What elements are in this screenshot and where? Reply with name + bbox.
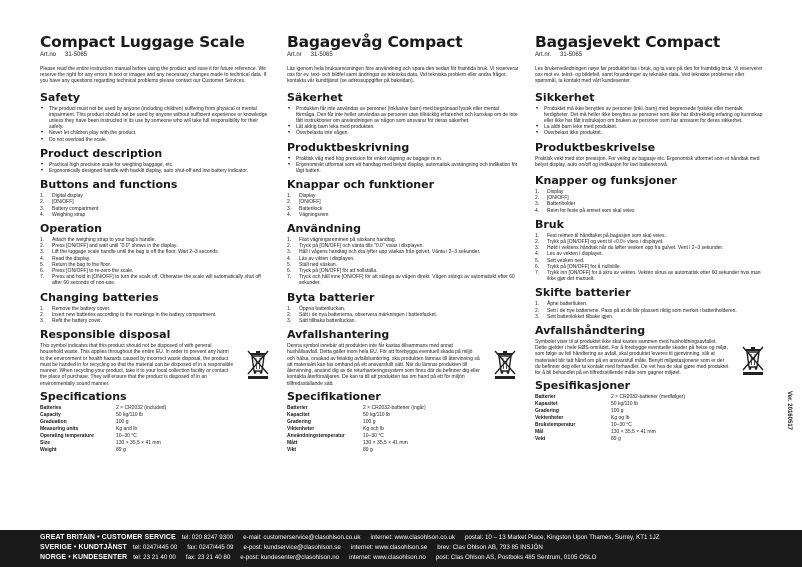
description-text: Praktisk vekt med stor presisjon. For veiing av bagasje etc. Ergonomisk utformet som et håndtak med belyst display, auto on/off og indikasjon for lavt batteriernivå. [535,155,760,168]
footer-row: GREAT BRITAIN • CUSTOMER SERVICE tel: 020 8247 9300 e-mail: customerservice@clasohlson.co.uk internet: www.clasohlson.co.uk postal: 10 – 13 Market Place, Kingston Upon Thames, Surrey, KT1 1JZ [40,534,660,541]
bullet-item: • Ergonomically designed handle with backlit display, auto shut-off and low battery indicator. [40,168,272,174]
step-item: 4. Vägningsrem [287,211,329,218]
table-row: Mål 130 × 35,5 × 41 mm [535,429,656,436]
step-item: 1. Attach the weighing strap to your bag's handle. [40,237,156,244]
buttons-heading: Knappar och funktioner [287,178,435,192]
operation-heading: Operation [40,222,102,236]
step-item: 1. Fest reimen til håndtaket på bagasjen som skal veies. [535,232,666,239]
contact-item: tel: 020 8247 9300 [181,534,234,541]
bullet-item: • Överbelasta inte vågen. [287,130,519,136]
step-item: 1. Åpne batteriluken. [535,301,588,308]
language-column [535,34,767,443]
table-row: Batterier 2 × CR2032-batterier (medfølger) [535,394,686,401]
step-item: 4. Läs av vikten i displayen. [287,255,355,262]
step-item: 3. Håll i vågens handtag och dra lyfter upp väskan från golvet. Vänta i 2–3 sekunder. [287,249,481,256]
operation-steps [287,237,519,287]
safety-list [40,106,272,143]
step-item: 5. Sett vesken ned. [535,257,585,264]
crossed-bin-icon [739,343,767,375]
step-item: 2. Tryck på [ON/OFF] och vänta tills "0.0" visas i displayen. [287,243,424,250]
step-item: 1. Öppna batteriluckan. [287,305,346,312]
table-row: Size 130 × 35,5 × 41 mm [40,439,161,446]
step-item: 1. Display [535,189,564,196]
bullet-item: • Practical high precision scale for weighing baggage, etc. [40,162,272,168]
contact-item: e-mail: customerservice@clasohlson.co.uk [243,534,361,541]
contact-item: fax: 0247/445 09 [187,544,234,551]
step-item: 5. Return the bag to the floor. [40,261,112,268]
buttons-list [535,189,767,214]
step-item: 2. [ON/OFF] [287,199,321,206]
step-item: 2. Press [ON/OFF] and wait until "0.0" shows in the display. [40,243,178,250]
disposal-heading: Responsible disposal [40,328,171,342]
step-item: 1. Digital display [40,193,83,200]
contact-item: tel: 0247/445 00 [132,544,178,551]
step-item: 4. Les av vekten i displayet. [535,251,603,258]
contact-item: internet: www.clasohlson.no [349,554,426,561]
battery-steps [287,306,519,325]
table-row: Vektenheter Kg og lb [535,415,630,422]
step-item: 2. Insert new batteries according to the markings in the battery compartment. [40,311,217,318]
disposal-heading: Avfallshåndtering [535,324,646,338]
step-item: 2. Trykk på [ON/OFF] og vent til «0.0» vises i displayet. [535,239,664,246]
step-item: 6. Trykk på [ON/OFF] for å nullstille. [535,263,621,270]
disposal-heading: Avfallshantering [287,328,390,342]
specifications-table [535,394,685,443]
bullet-item: • Produkten får inte användas av personer (inklusive barn) med begränsad fysisk eller mental förmåga. Den får inte heller användas av personer utan tillräcklig erfarenhet och kunskap om de inte fått instruktioner om användningen av någon som ansvarar för deras säkerhet. [287,106,519,125]
specifications-heading: Specifikationer [287,389,381,403]
step-item: 1. Remove the battery cover. [40,305,111,312]
operation-steps [535,233,767,283]
step-item: 6. Press [ON/OFF] to re-zero the scale. [40,268,134,275]
operation-heading: Användning [287,222,361,236]
table-row: Measuring units Kg and lb [40,425,138,432]
specifications-heading: Specifications [40,389,127,403]
table-row: Kapacitet 50 kg/110 lb [287,411,390,418]
table-row: Kapasitet 50 kg/110 lb [535,401,638,408]
step-item: 3. Høld i vektens håndtak når du løfter vesken opp fra gulvet. Vent i 2–3 sekunder. [535,245,724,252]
specifications-table [287,405,426,454]
table-row: Weight 89 g [40,446,126,453]
step-item: 3. Refit the battery cover. [40,318,103,325]
safety-list [535,106,767,137]
intro-text: Läs igenom hela bruksanvisningen före användning och spara den sedan för framtida bruk. Vi reserverar oss för ev. text- och bildfel samt ändringar av tekniska data. Vid tekniska problem eller andra frågor, kontakta vår kundtjänst (se adressuppgifter på baksidan). [287,66,519,85]
buttons-heading: Knapper og funksjoner [535,174,677,188]
table-row: Brukstemperatur 10–30 °C [535,422,632,429]
step-item: 2. [ON/OFF] [535,195,569,202]
version-label: Ver. 20160517 [786,390,792,430]
article-number: Art.nr. 31-5065 [535,52,583,58]
table-row: Graduation 100 g [40,418,129,425]
contact-item: brev: Clas Ohlson AB, 793 85 INSJÖN [437,544,543,551]
step-item: 3. Sett batterilokket tilbake igjen. [535,313,614,320]
product-title: Compact Luggage Scale [40,33,245,51]
contact-item: postal: 10 – 13 Market Place, Kingston Upon Thames, Surrey, KT1 1JZ [465,534,660,541]
disposal-text: Denna symbol innebär att produkten inte får kastas tillsammans med annat hushållsavfall. Detta gäller inom hela EU. För att förebygga eventuell skada på miljö och hälsa, orsakad av felaktig avfallshantering, ska produkten lämnas till återvinning så att materialet kan tas omhand på ett ansvarsfullt sätt. När du lämnar produkten till återvinning, använd dig av de returhanteringssystem som finns där du befinner dig eller kontakta återförsäljaren. De kan ta till att produkten tas om hand på ett för miljön tillfredsställande sätt. [287,343,480,387]
disposal-text: Symbolet viser til at produktet ikke skal kastes sammen med husholdningsavfallet. Dette gjelder i hele EØS-området. For å forebygge eventuelle skader på helse og miljø, som følge av feil håndtering av avfall, skal produktet leveres til gjenvinning, slik at materialet blir tatt hånd om på en ansvarsfull måte. Benytt miljøstasjonene som er der du befinner deg eller ta kontakt med forhandler. De vet hva de skal gjøre med produktet for å bli behandlet på en tilfredsstillende måte som gagner miljøet. [535,339,729,377]
step-item: 3. Lift the luggage scale handle until the bag is off the floor. Wait 2–3 seconds. [40,249,220,256]
contact-item: tel: 23 21 40 00 [133,554,176,561]
bullet-item: • Praktisk våg med hög precision för enkel vägning av bagage m.m. [287,156,519,162]
table-row: Viktenheter Kg och lb [287,425,384,432]
language-column [287,34,519,454]
article-number: Art.no 31-5065 [40,52,88,58]
language-column [40,34,272,454]
description-heading: Product description [40,146,163,160]
table-row: Vikt 89 g [287,446,373,453]
operation-steps [40,237,272,287]
table-row: Gradering 100 g [535,408,624,415]
batteries-heading: Changing batteries [40,290,159,304]
table-row: Mått 130 × 35,5 × 41 mm [287,439,408,446]
description-heading: Produktbeskrivelse [535,140,656,154]
description-heading: Produktbeskrivning [287,140,410,154]
contact-item: fax: 23 21 40 80 [185,554,231,561]
safety-heading: Säkerhet [287,90,343,104]
operation-heading: Bruk [535,217,564,231]
table-row: Operating temperature 10–30 °C [40,432,137,439]
step-item: 2. Sett i de nye batteriene. Pass på at de blir plassert riktig som merket i batteriholderen. [535,307,737,314]
step-item: 3. Sätt tillbaka batteriluckan. [287,318,356,325]
footer-row: NORGE • KUNDESENTER tel: 23 21 40 00 fax: 23 21 40 80 e-post: kundesenter@clasohlson.no internet: www.clasohlson.no post: Clas Ohlson AS, Postboks 485 Sentrum, 0105 OSLO [40,554,597,561]
intro-text: Les brukerveiledningen nøye før produktet tas i bruk, og ta vare på den for framtidig bruk. Vi reserverer oss mot ev. tekst- og bildefeil, samt forandringer av tekniske data. Ved tekniske problemer eller spørsmål, ta kontakt med vårt kundesenter. [535,66,763,85]
step-item: 1. Fäst vägningsremmen på väskans handtag. [287,237,396,244]
contact-item: internet: www.clasohlson.se [350,544,428,551]
bullet-item: • Ergonomiskt utformat som ett handtag med belyst display, automatisk avstängning och indikation för lågt batteri. [287,162,519,174]
crossed-bin-icon [244,347,272,379]
bullet-item: • Do not overload the scale. [40,137,272,143]
bullet-item: • Never let children play with the product. [40,130,272,136]
step-item: 3. Battery compartment [40,205,99,212]
step-item: 4. Weighing strap [40,211,86,218]
safety-heading: Safety [40,90,81,104]
safety-list [287,106,519,137]
step-item: 2. [ON/OFF] [40,199,74,206]
description-list [40,162,272,174]
product-title: Bagasjevekt Compact [535,33,721,51]
batteries-heading: Byta batterier [287,290,375,304]
article-number: Art.nr 31-5065 [287,52,333,58]
bullet-item: • The product must not be used by anyone (including children) suffering from physical or mental impairment. This product should not be used by anyone without sufficient experience or knowledge unless they have been instructed in its use by someone who will take full responsibility for their safety. [40,106,272,131]
table-row: Gradering 100 g [287,418,376,425]
footer-contact-bar [0,530,802,567]
step-item: 7. Press and hold in [ON/OFF] to turn the scale off. Otherwise the scale will automatically shut off after 60 seconds of non-use. [40,274,261,287]
bullet-item: • Overbelast ikke produktet. [535,130,767,136]
table-row: Batteries 2 × CR2032 (included) [40,404,167,411]
contact-item: e-post: kundservice@clasohlson.se [243,544,341,551]
step-item: 5. Ställ ned väskan. [287,261,338,268]
buttons-heading: Buttons and functions [40,178,178,192]
batteries-heading: Skifte batterier [535,286,631,300]
table-row: Capacity 50 kg/110 lb [40,411,143,418]
bullet-item: • La aldri barn leke med produktet. [535,124,767,130]
contact-item: e-post: kundesenter@clasohlson.no [240,554,340,561]
footer-row: SVERIGE • KUNDTJÄNST tel: 0247/445 00 fax: 0247/445 09 e-post: kundservice@clasohlson.se internet: www.clasohlson.se brev: Clas Ohlson AB, 793 85 INSJÖN [40,544,543,551]
step-item: 7. Tryck och håll inne [ON/OFF] för att stänga av vågen direkt. Vågen stängs av automatiskt efter 60 sekunder. [287,274,515,287]
table-row: Användningstemperatur 10–30 °C [287,432,384,439]
description-list [287,156,519,175]
step-item: 4. Reim for feste på emnet som skal veies [535,207,635,214]
step-item: 4. Read the display. [40,255,91,262]
bullet-item: • Låt aldrig barn leka med produkten. [287,124,519,130]
table-row: Batterier 2 × CR2032-batterier (ingår) [287,404,426,411]
specifications-table [40,405,166,454]
battery-steps [40,306,272,325]
buttons-list [287,193,519,218]
step-item: 7. Trykk inn [ON/OFF] for å skru av vekten. Vekten skrus av automatisk etter 60 sekunder hvis man ikke gjør det manuelt. [535,270,761,283]
battery-steps [535,301,767,320]
contact-item: internet: www.clasohlson.co.uk [370,534,456,541]
contact-item: post: Clas Ohlson AS, Postboks 485 Sentrum, 0105 OSLO [435,554,597,561]
safety-heading: Sikkerhet [535,90,595,104]
step-item: 3. Batteriholder [535,201,576,208]
disposal-text: This symbol indicates that this product should not be disposed of with general household waste. This applies throughout the entire EU. In order to prevent any harm to the environment or health hazards caused by incorrect waste disposal, the product must be handed in for recycling so that the material can be disposed of in a responsible manner. When recycling your product, take it to your local collection facility or contact the place of purchase. They will ensure that the product is disposed of in an environmentally sound manner. [40,343,234,387]
intro-text: Please read the entire instruction manual before using the product and save it for future reference. We reserve the right for any errors in text or images and any necessary changes made to technical data. If you have any questions regarding technical problems please contact our Customer Services. [40,66,267,85]
step-item: 2. Sätt i de nya batterierna, observera märkningen i batterifacket. [287,311,438,318]
table-row: Vekt 89 g [535,436,621,443]
step-item: 3. Batterilock [287,205,323,212]
crossed-bin-icon [491,347,519,379]
specifications-heading: Spesifikasjoner [535,379,631,393]
bullet-item: • Produktet må ikke benyttes av personer (inkl. barn) med begrensede fysiske eller mentale ferdigheter. Det må heller ikke benyttes av personer som ikke har tilstrekkelig erfaring og kunnskap eller ikke har fått instruksjon om bruken av personer som har ansvaret for deres sikkerhet. [535,106,767,125]
step-item: 6. Tryck på [ON/OFF] för att nollställa. [287,268,378,275]
step-item: 1. Display [287,193,316,200]
buttons-list [40,193,272,218]
product-title: Bagagevåg Compact [287,33,463,51]
